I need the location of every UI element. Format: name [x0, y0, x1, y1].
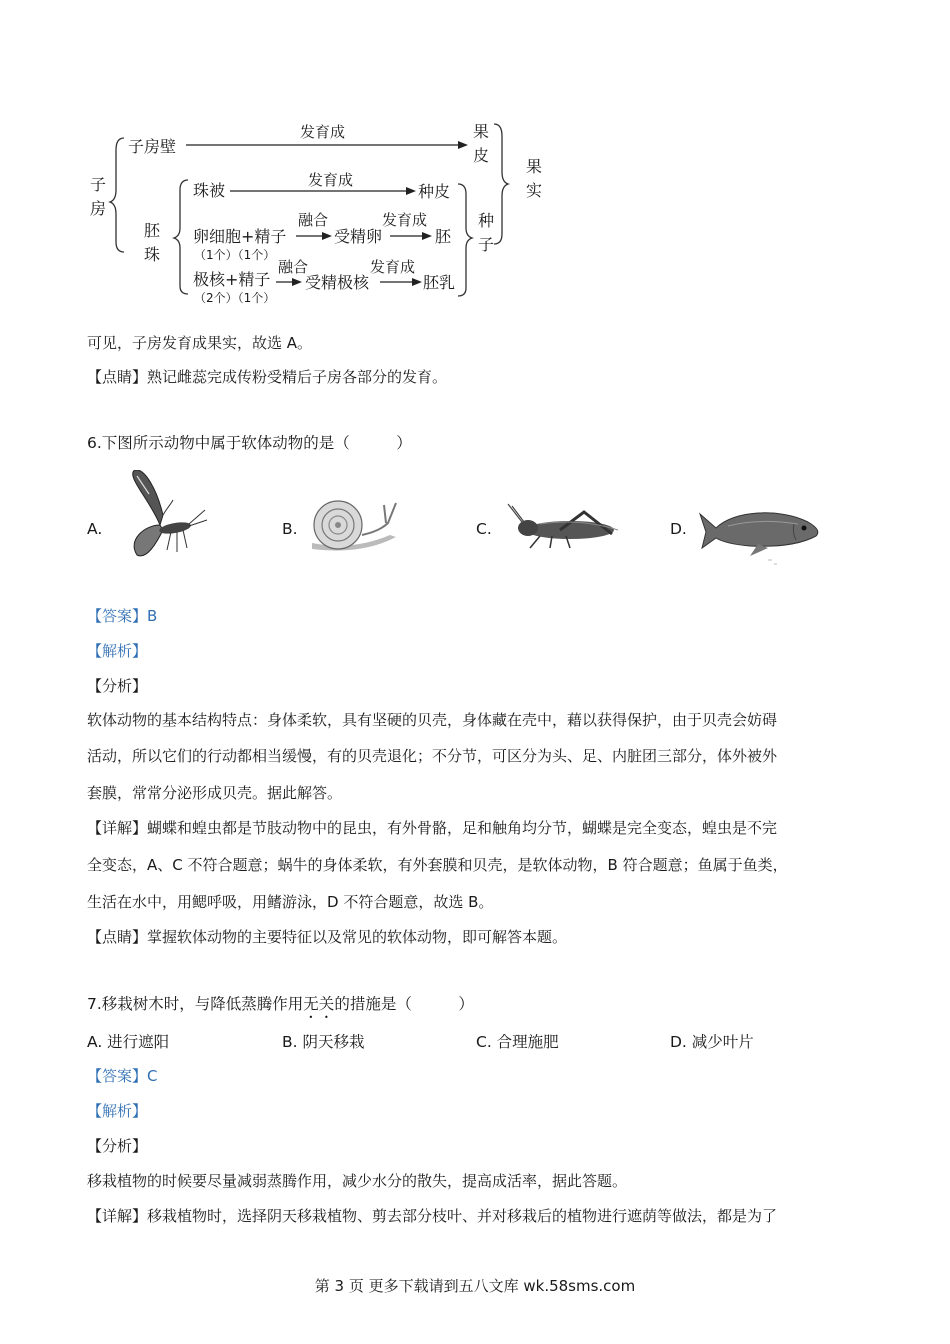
diagram-fayucheng-4: 发育成: [370, 258, 416, 276]
tip-5: 【点睛】熟记雌蕊完成传粉受精后子房各部分的发育。: [87, 368, 448, 386]
grasshopper-picture[interactable]: [500, 502, 625, 552]
diagram-fayucheng-1: 发育成: [300, 123, 346, 141]
diagram-brace-zifang: [110, 138, 124, 252]
diagram-count-1: （1个）（1个）: [194, 248, 276, 262]
question-7-emphasis: 无关: [303, 995, 335, 1013]
snail-picture[interactable]: [302, 495, 402, 555]
detail-6-line-3: 生活在水中，用鳃呼吸，用鳍游泳，D 不符合题意，故选 B。: [87, 893, 494, 911]
diagram-brace-guoshi: [494, 124, 508, 244]
diagram-luanxibao: 卵细胞+精子: [193, 227, 287, 246]
fenxi-7-line-1: 移栽植物的时候要尽量减弱蒸腾作用，减少水分的散失，提高成活率，据此答题。: [87, 1172, 628, 1190]
page-footer: 第 3 页 更多下载请到五八文库 wk.58sms.com: [314, 1277, 636, 1295]
fenxi-heading-6: 【分析】: [87, 677, 148, 695]
ovary-development-diagram: [80, 110, 560, 310]
detail-7-line-1: 【详解】移栽植物时，选择阴天移栽植物、剪去部分枝叶、并对移栽后的植物进行遮荫等做法，都是为了: [87, 1207, 778, 1225]
diagram-brace-zhongzi: [458, 184, 472, 296]
diagram-zhongzi-1: 种: [478, 211, 495, 230]
option-b-label[interactable]: B.: [282, 520, 298, 538]
diagram-peizhu-1: 胚: [144, 221, 161, 240]
option-a-label[interactable]: A.: [87, 520, 103, 538]
diagram-peizhu-2: 珠: [144, 245, 161, 264]
fenxi-heading-7: 【分析】: [87, 1137, 148, 1155]
fenxi-6-line-1: 软体动物的基本结构特点：身体柔软，具有坚硬的贝壳，身体藏在壳中，藉以获得保护，由于贝壳会妨碍: [87, 711, 778, 729]
question-6: 6.下图所示动物中属于软体动物的是（ ）: [87, 434, 412, 452]
diagram-peiru: 胚乳: [423, 273, 456, 292]
diagram-zhongpi: 种皮: [418, 182, 451, 201]
diagram-guoshi-2: 实: [526, 181, 543, 200]
tip-6: 【点睛】掌握软体动物的主要特征以及常见的软体动物，即可解答本题。: [87, 928, 568, 946]
diagram-zifang-1: 子: [90, 175, 107, 194]
diagram-zifang-2: 房: [90, 199, 107, 218]
diagram-shoujingjihe: 受精极核: [305, 273, 370, 292]
fish-picture[interactable]: [698, 500, 828, 568]
diagram-ronghe-1: 融合: [298, 211, 329, 229]
answer-6: 【答案】B: [87, 607, 158, 625]
diagram-guoshi-1: 果: [526, 157, 543, 176]
fenxi-6-line-3: 套膜，常常分泌形成贝壳。据此解答。: [87, 784, 343, 802]
option-d-label[interactable]: D.: [670, 520, 687, 538]
diagram-fayucheng-2: 发育成: [308, 171, 354, 189]
analysis-heading-7: 【解析】: [87, 1102, 148, 1120]
q7-option-c[interactable]: C. 合理施肥: [476, 1033, 559, 1051]
q7-option-a[interactable]: A. 进行遮阳: [87, 1033, 170, 1051]
conclusion-line: 可见，子房发育成果实，故选 A。: [87, 334, 313, 352]
diagram-count-2: （2个）（1个）: [194, 291, 276, 305]
diagram-jihe: 极核+精子: [193, 270, 271, 289]
question-7-post: 的措施是（ ）: [334, 995, 474, 1013]
analysis-heading-6: 【解析】: [87, 642, 148, 660]
diagram-brace-peizhu: [174, 180, 188, 294]
diagram-pei: 胚: [435, 227, 452, 246]
option-c-label[interactable]: C.: [476, 520, 492, 538]
question-7-pre: 7.移栽树木时，与降低蒸腾作用: [87, 995, 304, 1013]
question-7: [87, 994, 474, 1022]
diagram-zhongzi-2: 子: [478, 235, 495, 254]
diagram-guopi-2: 皮: [473, 146, 490, 165]
diagram-shoujingluan: 受精卵: [334, 227, 383, 246]
answer-7: 【答案】C: [87, 1067, 158, 1085]
butterfly-picture[interactable]: [115, 470, 210, 560]
detail-6-line-1: 【详解】蝴蝶和蝗虫都是节肢动物中的昆虫，有外骨骼，足和触角均分节，蝴蝶是完全变态，蝗虫是不完: [87, 819, 778, 837]
diagram-ronghe-2: 融合: [278, 258, 309, 276]
q7-option-d[interactable]: D. 减少叶片: [670, 1033, 754, 1051]
diagram-zhubei: 珠被: [193, 181, 226, 200]
diagram-guopi-1: 果: [473, 122, 490, 141]
detail-6-line-2: 全变态，A、C 不符合题意；蜗牛的身体柔软，有外套膜和贝壳，是软体动物，B 符合题意；鱼属于鱼类，: [87, 856, 788, 874]
diagram-zifangbi: 子房壁: [128, 137, 177, 156]
q7-option-b[interactable]: B. 阴天移栽: [282, 1033, 365, 1051]
diagram-fayucheng-3: 发育成: [382, 211, 428, 229]
fenxi-6-line-2: 活动，所以它们的行动都相当缓慢，有的贝壳退化；不分节，可区分为头、足、内脏团三部分，体外被外: [87, 747, 778, 765]
